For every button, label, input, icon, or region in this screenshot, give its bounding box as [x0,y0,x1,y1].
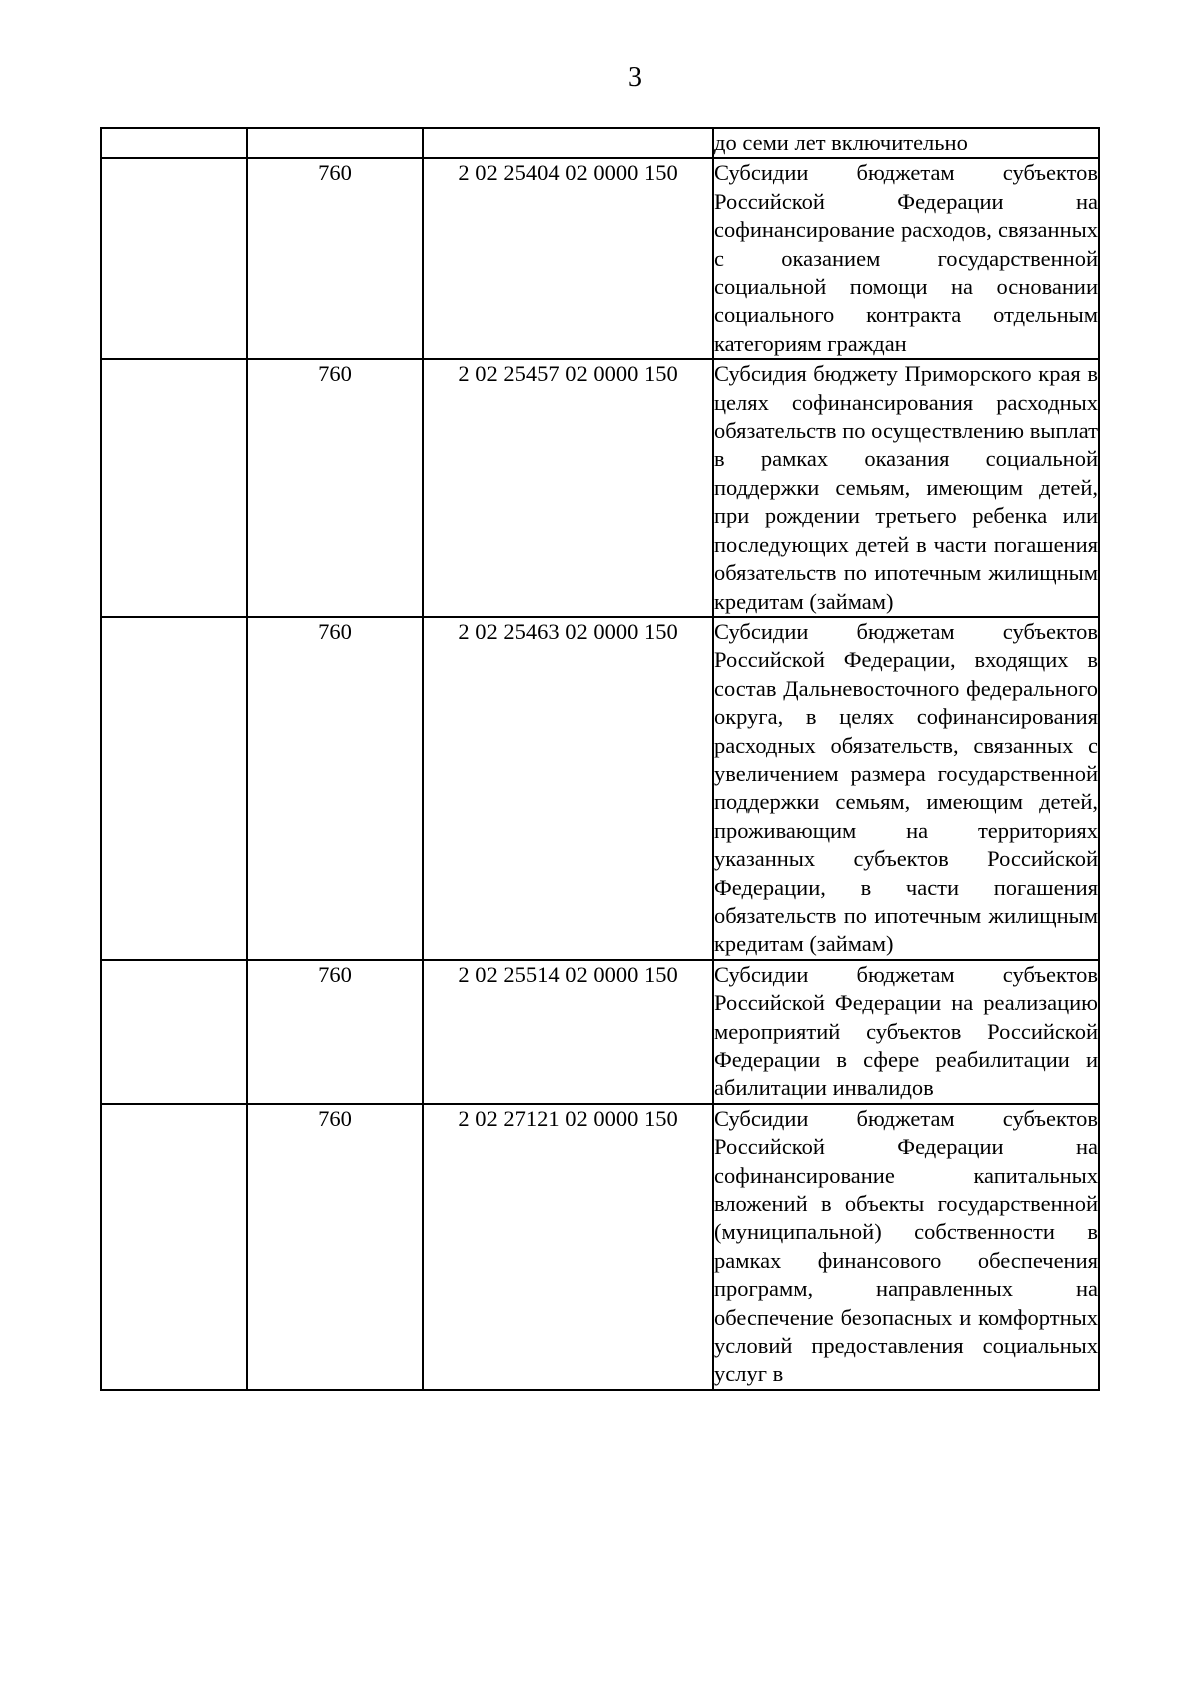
budget-revenue-table [100,127,1100,1391]
admin-code: 760 [318,361,352,387]
empty-cell [247,128,423,158]
admin-code-cell [247,960,423,1104]
budget-code: 2 02 25463 02 0000 150 [458,618,678,644]
income-description: Субсидии бюджетам субъектов Российской Федерации на софинансирование капитальных вложений в объекты государственной (муниципальной) собственности в рамках финансового обеспечения программ, направленных на обеспечение безопасных и комфортных условий предоставления социальных услуг в [714,1105,1098,1387]
table-row [101,617,1099,960]
empty-cell [423,128,713,158]
income-description: Субсидии бюджетам субъектов Российской Федерации на реализацию мероприятий субъектов Российской Федерации в сфере реабилитации и абилитации инвалидов [714,961,1098,1101]
admin-code-cell [247,359,423,617]
empty-cell [101,359,247,617]
budget-code-cell [423,158,713,359]
table-row [101,359,1099,617]
description-cell [713,960,1099,1104]
admin-code: 760 [318,618,352,644]
table-row [101,158,1099,359]
admin-code-cell [247,158,423,359]
description-cell [713,1104,1099,1390]
budget-code-cell [423,960,713,1104]
empty-cell [101,128,247,158]
budget-code: 2 02 27121 02 0000 150 [458,1105,678,1131]
budget-code-cell [423,1104,713,1390]
empty-cell [101,960,247,1104]
description-cell [713,359,1099,617]
admin-code: 760 [318,160,352,186]
income-description: Субсидия бюджету Приморского края в целях софинансирования расходных обязательств по осуществлению выплат в рамках оказания социальной поддержки семьям, имеющим детей, при рождении третьего ребенка или последующих детей в части погашения обязательств по ипотечным жилищным кредитам (займам) [714,361,1098,614]
page-number: 3 [628,62,642,93]
income-description: Субсидии бюджетам субъектов Российской Федерации, входящих в состав Дальневосточного федерального округа, в целях софинансирования расходных обязательств, связанных с увеличением размера государственной поддержки семьям, имеющим детей, проживающим на территориях указанных субъектов Российской Федерации, в части погашения обязательств по ипотечным жилищным кредитам (займам) [714,618,1098,957]
description-cell [713,617,1099,960]
description-cell [713,158,1099,359]
admin-code: 760 [318,961,352,987]
budget-code: 2 02 25404 02 0000 150 [458,160,678,186]
income-description: Субсидии бюджетам субъектов Российской Федерации на софинансирование расходов, связанных с оказанием государственной социальной помощи на основании социального контракта отдельным категориям граждан [714,160,1098,356]
continued-description: до семи лет включительно [714,130,968,155]
table-row [101,1104,1099,1390]
empty-cell [101,617,247,960]
table-row [101,960,1099,1104]
budget-code: 2 02 25457 02 0000 150 [458,361,678,387]
admin-code-cell [247,617,423,960]
table-row-continued [101,128,1099,158]
budget-code-cell [423,617,713,960]
empty-cell [101,158,247,359]
description-cell [713,128,1099,158]
budget-code: 2 02 25514 02 0000 150 [458,961,678,987]
admin-code: 760 [318,1105,352,1131]
budget-code-cell [423,359,713,617]
empty-cell [101,1104,247,1390]
admin-code-cell [247,1104,423,1390]
